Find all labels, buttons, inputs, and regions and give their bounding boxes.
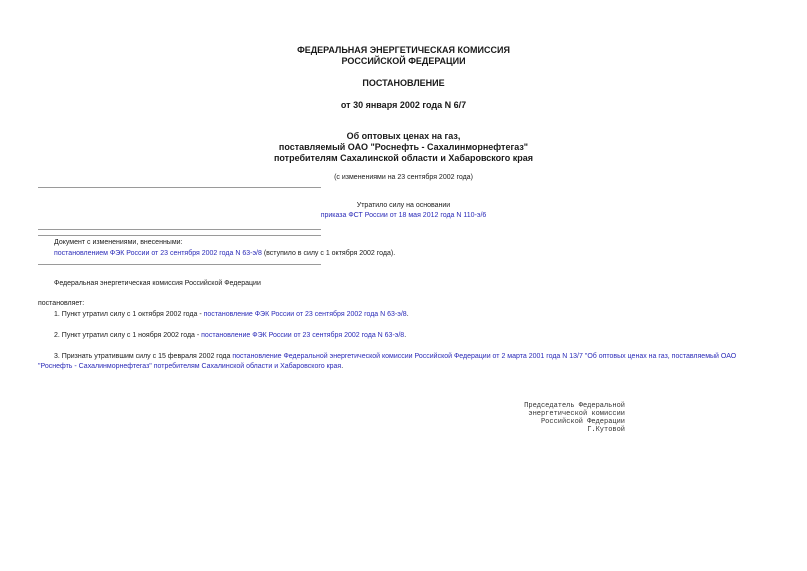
divider (38, 235, 321, 236)
resolves-label: постановляет: (38, 300, 85, 307)
signature-line3: Российской Федерации (540, 418, 625, 426)
item-2 (54, 331, 406, 340)
item-2-link[interactable]: постановление ФЭК России от 23 сентября 2002 года N 63-э/8 (201, 332, 405, 339)
item-3 (54, 352, 736, 361)
void-notice-text: Утратило силу на основании (356, 202, 451, 209)
amendment-note: (с изменениями на 23 сентября 2002 года) (334, 174, 473, 181)
divider (38, 187, 321, 188)
item-3-link[interactable]: постановление Федеральной энергетической комиссии Российской Федерации от 2 марта 2001 года N 13/7 "Об оптовых ценах на газ, поставляемый ОАО (232, 353, 737, 360)
void-notice-line (0, 211, 807, 220)
signature-line2: энергетической комиссии (528, 410, 625, 418)
item-1 (54, 310, 409, 319)
item-2-end: . (404, 332, 407, 339)
header-commission-line2: РОССИЙСКОЙ ФЕДЕРАЦИИ (341, 56, 466, 66)
changes-line (54, 249, 395, 258)
document-date-number: от 30 января 2002 года N 6/7 (340, 100, 467, 110)
title-line3: потребителям Сахалинской области и Хабаровского края (273, 153, 534, 163)
item-1-text: 1. Пункт утратил силу с 1 октября 2002 года - (54, 311, 204, 318)
item-3-end: . (341, 363, 344, 370)
item-1-end: . (406, 311, 409, 318)
item-3-link-continued[interactable]: "Роснефть - Сахалинморнефтегаз" потребителям Сахалинской области и Хабаровского края (38, 363, 342, 370)
changes-label: Документ с изменениями, внесенными: (54, 239, 183, 246)
divider (38, 264, 321, 265)
changes-suffix: (вступило в силу с 1 октября 2002 года). (261, 250, 396, 257)
signature-line1: Председатель Федеральной (524, 402, 625, 410)
document-type: ПОСТАНОВЛЕНИЕ (362, 78, 445, 88)
amendment-link[interactable]: постановлением ФЭК России от 23 сентября 2002 года N 63-э/8 (54, 250, 262, 257)
item-2-text: 2. Пункт утратил силу с 1 ноября 2002 года - (54, 332, 202, 339)
signature-block (470, 402, 625, 434)
item-1-link[interactable]: постановление ФЭК России от 23 сентября 2002 года N 63-э/8 (203, 311, 407, 318)
item-3-continued (38, 362, 343, 371)
title-line2: поставляемый ОАО "Роснефть - Сахалинморнефтегаз" (278, 142, 529, 152)
commission-name: Федеральная энергетическая комиссия Российской Федерации (54, 280, 261, 287)
title-line1: Об оптовых ценах на газ, (346, 131, 461, 141)
header-commission-line1: ФЕДЕРАЛЬНАЯ ЭНЕРГЕТИЧЕСКАЯ КОМИССИЯ (297, 45, 510, 55)
void-order-link[interactable]: приказа ФСТ России от 18 мая 2012 года N 110-э/6 (320, 212, 487, 219)
item-3-text: 3. Признать утратившим силу с 15 февраля 2002 года (54, 353, 233, 360)
signature-name: Г.Кутовой (587, 426, 625, 434)
divider (38, 229, 321, 230)
